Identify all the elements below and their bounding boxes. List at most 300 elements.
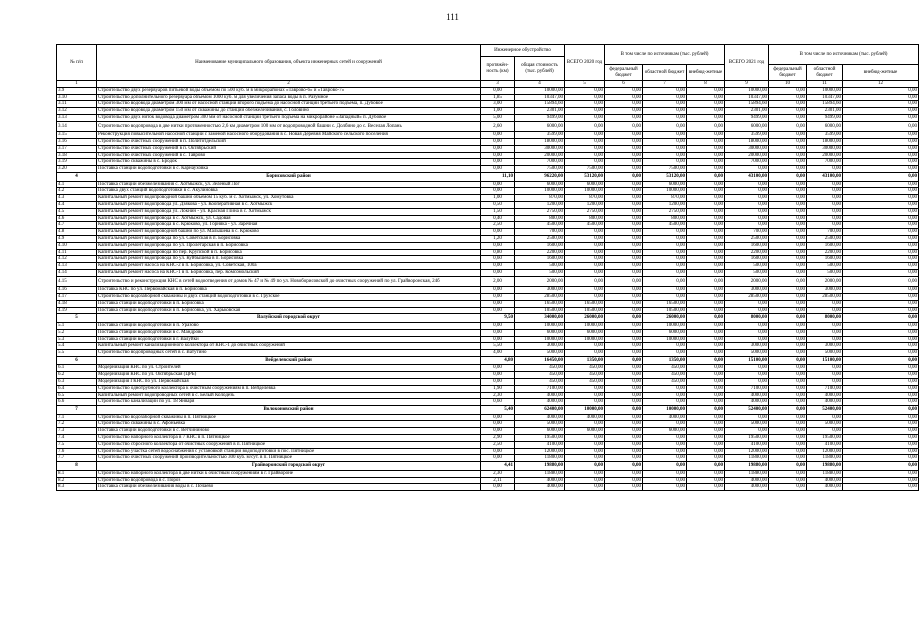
value-cell: 0,00 <box>643 343 687 350</box>
value-cell: 0,00 <box>565 343 605 350</box>
value-cell: 4000,00 <box>807 392 843 399</box>
object-name: Строительство водовода диаметром 300 мм от насосной станции второго подъема до насосной станции третьего подъема, п. Дубовое <box>97 101 481 108</box>
header-total-cost: общая стоимость (тыс. рублей) <box>515 57 565 81</box>
value-cell: 0,00 <box>605 166 643 173</box>
value-cell: 0,00 <box>769 392 807 399</box>
value-cell: 0,00 <box>769 195 807 202</box>
value-cell: 1600,00 <box>807 256 843 263</box>
value-cell: 0,00 <box>769 477 807 484</box>
header-total-2020: ВСЕГО 2020 год <box>565 45 605 81</box>
value-cell: 0,00 <box>843 343 919 350</box>
value-cell: 0,00 <box>481 300 515 307</box>
table-row <box>57 336 919 343</box>
value-cell: 0,00 <box>605 249 643 256</box>
value-cell: 7500,00 <box>515 166 565 173</box>
value-cell: 12000,00 <box>807 448 843 455</box>
value-cell: 0,00 <box>643 455 687 462</box>
value-cell: 0,00 <box>769 372 807 379</box>
value-cell: 4000,00 <box>515 392 565 399</box>
value-cell: 0,00 <box>843 484 919 491</box>
value-cell: 16500,00 <box>515 300 565 307</box>
row-number: 4.17 <box>57 294 97 301</box>
table-row <box>57 114 919 121</box>
value-cell: 0,00 <box>565 392 605 399</box>
object-name: Капитальный ремонт канализационного коллектора от КНС-1 до очистных сооружений <box>97 343 481 350</box>
value-cell: 0,00 <box>807 329 843 336</box>
value-cell: 4100,00 <box>807 441 843 448</box>
value-cell: 6000,00 <box>565 181 605 188</box>
value-cell: 3599,00 <box>807 132 843 139</box>
value-cell: 0,00 <box>605 378 643 385</box>
value-cell: 3000,00 <box>515 343 565 350</box>
row-number: 7.2 <box>57 421 97 428</box>
value-cell: 34000,00 <box>515 314 565 323</box>
object-name: Поставка станции обезжелезивания с. Хотмыжск, ул. Зеленый Лог <box>97 181 481 188</box>
value-cell: 0,00 <box>687 159 725 166</box>
table-row <box>57 242 919 249</box>
value-cell: 0,00 <box>565 108 605 115</box>
row-number: 4 <box>57 173 97 182</box>
value-cell: 16500,00 <box>643 300 687 307</box>
row-number: 3.14 <box>57 121 97 132</box>
object-name: Капитальный ремонт водопровода по ул. Советская в п. Борисовка <box>97 235 481 242</box>
object-name: Строительство однотрубного коллектора к очистным сооружениям в п. Вейделевка <box>97 385 481 392</box>
value-cell: 0,00 <box>843 462 919 471</box>
value-cell: 8000,00 <box>725 314 769 323</box>
row-number: 4.12 <box>57 256 97 263</box>
value-cell: 2000,00 <box>725 276 769 287</box>
object-name: Строительство скважины в с. Афоньевка <box>97 421 481 428</box>
table-row <box>57 215 919 222</box>
value-cell: 10000,00 <box>515 336 565 343</box>
value-cell: 0,00 <box>565 263 605 270</box>
value-cell: 7000,00 <box>807 159 843 166</box>
value-cell: 0,00 <box>725 222 769 229</box>
value-cell: 0,00 <box>687 269 725 276</box>
value-cell: 0,00 <box>769 484 807 491</box>
value-cell: 0,00 <box>687 294 725 301</box>
value-cell: 10347,00 <box>807 94 843 101</box>
value-cell: 4000,00 <box>515 484 565 491</box>
row-number: 5.4 <box>57 343 97 350</box>
value-cell: 0,00 <box>605 242 643 249</box>
object-name: Строительство водопроводных сетей в с. Ватутино <box>97 350 481 357</box>
value-cell: 0,00 <box>725 188 769 195</box>
row-number: 3.12 <box>57 108 97 115</box>
value-cell: 2200,00 <box>807 249 843 256</box>
value-cell: 0,00 <box>843 108 919 115</box>
header-no: № п/п <box>57 45 97 81</box>
object-name: Капитальный ремонт насоса на КНС-1 в п. Борисовка, пер. Комсомольский <box>97 269 481 276</box>
value-cell: 0,00 <box>605 399 643 406</box>
object-name: Валуйский городской округ <box>97 314 481 323</box>
value-cell: 0,00 <box>687 242 725 249</box>
value-cell: 0,00 <box>643 392 687 399</box>
value-cell: 0,00 <box>605 256 643 263</box>
object-name: Капитальный ремонт водопровода по ул. Куйбышева в п. Борисовка <box>97 256 481 263</box>
value-cell: 0,00 <box>605 435 643 442</box>
value-cell: 0,00 <box>843 428 919 435</box>
table-row <box>57 307 919 314</box>
value-cell: 4100,00 <box>515 441 565 448</box>
value-cell: 0,00 <box>643 421 687 428</box>
value-cell: 0,00 <box>769 350 807 357</box>
value-cell: 19500,00 <box>725 435 769 442</box>
value-cell: 0,00 <box>565 152 605 159</box>
value-cell: 43100,00 <box>807 173 843 182</box>
value-cell: 0,00 <box>769 222 807 229</box>
value-cell: 0,00 <box>769 414 807 421</box>
value-cell: 500,00 <box>807 263 843 270</box>
row-number: 6 <box>57 356 97 365</box>
row-number: 3.13 <box>57 114 97 121</box>
value-cell: 0,00 <box>565 87 605 94</box>
value-cell: 500,00 <box>725 269 769 276</box>
value-cell: 0,00 <box>481 269 515 276</box>
table-row <box>57 208 919 215</box>
row-number: 4.9 <box>57 235 97 242</box>
value-cell: 0,00 <box>643 287 687 294</box>
value-cell: 0,00 <box>769 421 807 428</box>
value-cell: 0,00 <box>481 139 515 146</box>
value-cell: 20000,00 <box>807 152 843 159</box>
header-extrabudget-2020: внебюд-жетные <box>687 65 725 81</box>
object-name: Реконструкция повысительной насосной станции с заменой насосного оборудования в с. Новая Деревня Майского сельского поселения <box>97 132 481 139</box>
value-cell: 0,00 <box>807 300 843 307</box>
value-cell: 10000,00 <box>643 188 687 195</box>
object-name: Строительство напорного коллектора в две нитки к очистным сооружениям в г. Грайвороне <box>97 470 481 477</box>
value-cell: 0,00 <box>643 249 687 256</box>
value-cell: 0,00 <box>605 173 643 182</box>
value-cell: 2500,00 <box>807 235 843 242</box>
value-cell: 6000,00 <box>515 121 565 132</box>
value-cell: 0,00 <box>807 181 843 188</box>
value-cell: 30000,00 <box>807 145 843 152</box>
value-cell: 0,00 <box>605 421 643 428</box>
value-cell: 10000,00 <box>515 188 565 195</box>
value-cell: 10000,00 <box>643 406 687 415</box>
value-cell: 0,00 <box>687 300 725 307</box>
value-cell: 0,00 <box>687 249 725 256</box>
table-row <box>57 121 919 132</box>
value-cell: 15100,00 <box>807 356 843 365</box>
value-cell: 0,00 <box>843 235 919 242</box>
value-cell: 0,00 <box>687 229 725 236</box>
value-cell: 0,00 <box>481 378 515 385</box>
value-cell: 0,00 <box>807 365 843 372</box>
value-cell: 10000,00 <box>725 87 769 94</box>
header-sources-2021: В том числе по источникам (тыс. рублей) <box>769 45 919 65</box>
object-name: Поставка станции водоподготовки в п. Борисовка <box>97 300 481 307</box>
value-cell: 0,00 <box>605 484 643 491</box>
value-cell: 7100,00 <box>725 385 769 392</box>
value-cell: 0,00 <box>843 159 919 166</box>
table-row <box>57 269 919 276</box>
value-cell: 2,30 <box>481 392 515 399</box>
object-name: Волоконовский район <box>97 406 481 415</box>
column-number: 6 <box>605 81 643 88</box>
value-cell: 0,00 <box>481 188 515 195</box>
object-name: Поставка станции водоподготовки в г. Валуйки <box>97 336 481 343</box>
value-cell: 0,00 <box>769 287 807 294</box>
row-number: 3.18 <box>57 152 97 159</box>
value-cell: 0,00 <box>769 269 807 276</box>
value-cell: 3,00 <box>481 101 515 108</box>
value-cell: 0,00 <box>481 372 515 379</box>
value-cell: 0,00 <box>643 152 687 159</box>
value-cell: 0,00 <box>605 139 643 146</box>
value-cell: 0,00 <box>605 101 643 108</box>
value-cell: 5000,00 <box>807 421 843 428</box>
value-cell: 1600,00 <box>725 256 769 263</box>
value-cell: 0,00 <box>725 322 769 329</box>
value-cell: 0,00 <box>843 307 919 314</box>
value-cell: 1600,00 <box>725 242 769 249</box>
value-cell: 0,00 <box>481 428 515 435</box>
value-cell: 0,00 <box>687 356 725 365</box>
row-number: 3.15 <box>57 132 97 139</box>
value-cell: 0,00 <box>843 470 919 477</box>
value-cell: 0,00 <box>687 276 725 287</box>
value-cell: 0,00 <box>605 287 643 294</box>
value-cell: 0,00 <box>687 462 725 471</box>
value-cell: 6000,00 <box>725 121 769 132</box>
value-cell: 4,41 <box>481 462 515 471</box>
value-cell: 0,00 <box>605 343 643 350</box>
value-cell: 0,00 <box>643 276 687 287</box>
value-cell: 4000,00 <box>565 414 605 421</box>
value-cell: 62400,00 <box>515 406 565 415</box>
value-cell: 0,00 <box>481 322 515 329</box>
value-cell: 0,00 <box>843 441 919 448</box>
value-cell: 0,00 <box>807 336 843 343</box>
value-cell: 26000,00 <box>565 314 605 323</box>
value-cell: 0,00 <box>565 455 605 462</box>
value-cell: 26000,00 <box>643 314 687 323</box>
value-cell: 0,00 <box>769 263 807 270</box>
value-cell: 0,00 <box>725 365 769 372</box>
table-row <box>57 188 919 195</box>
value-cell: 4000,00 <box>515 399 565 406</box>
value-cell: 0,00 <box>605 322 643 329</box>
table-row <box>57 372 919 379</box>
table-row <box>57 181 919 188</box>
column-number: 2 <box>97 81 481 88</box>
value-cell: 0,00 <box>605 159 643 166</box>
header-name: Наименование муниципального образования, объекта инженерных сетей и сооружений <box>97 45 481 81</box>
value-cell: 1350,00 <box>643 356 687 365</box>
value-cell: 0,00 <box>687 399 725 406</box>
value-cell: 0,00 <box>769 329 807 336</box>
value-cell: 53120,00 <box>643 173 687 182</box>
value-cell: 3000,00 <box>807 343 843 350</box>
value-cell: 15894,60 <box>515 101 565 108</box>
table-row <box>57 484 919 491</box>
value-cell: 10000,00 <box>565 188 605 195</box>
column-number: 10 <box>769 81 807 88</box>
value-cell: 0,00 <box>769 276 807 287</box>
table-row <box>57 276 919 287</box>
value-cell: 0,00 <box>687 287 725 294</box>
value-cell: 0,00 <box>843 378 919 385</box>
value-cell: 0,00 <box>481 455 515 462</box>
value-cell: 0,00 <box>807 372 843 379</box>
object-name: Строительство двух ниток водовода диаметром 300 мм от насосной станции третьего подъема на микрорайоне «Западный» п. Дубовое <box>97 114 481 121</box>
value-cell: 19500,00 <box>807 435 843 442</box>
value-cell: 0,00 <box>769 145 807 152</box>
value-cell: 15894,60 <box>807 101 843 108</box>
value-cell: 4000,00 <box>807 484 843 491</box>
value-cell: 0,00 <box>769 336 807 343</box>
value-cell: 0,00 <box>687 256 725 263</box>
value-cell: 0,00 <box>687 372 725 379</box>
value-cell: 0,00 <box>481 484 515 491</box>
value-cell: 0,00 <box>807 414 843 421</box>
row-number: 7.5 <box>57 441 97 448</box>
value-cell: 10500,00 <box>515 307 565 314</box>
value-cell: 0,00 <box>687 484 725 491</box>
column-number-row <box>57 81 919 88</box>
value-cell: 3000,00 <box>807 287 843 294</box>
row-number: 3.20 <box>57 166 97 173</box>
column-number: 8 <box>687 81 725 88</box>
value-cell: 4000,00 <box>643 414 687 421</box>
row-number: 5.1 <box>57 322 97 329</box>
table-row <box>57 139 919 146</box>
object-name: Капитальный ремонт водопровода в с. Крюково, ул. Горняка - ул. Заречная <box>97 222 481 229</box>
object-name: Строительство водозаборной скважины в п. Пятницкое <box>97 414 481 421</box>
value-cell: 7500,00 <box>565 166 605 173</box>
value-cell: 52400,00 <box>807 406 843 415</box>
value-cell: 0,00 <box>481 181 515 188</box>
value-cell: 0,00 <box>605 455 643 462</box>
value-cell: 28500,00 <box>807 294 843 301</box>
value-cell: 16450,00 <box>515 356 565 365</box>
value-cell: 0,00 <box>843 455 919 462</box>
value-cell: 6000,00 <box>515 329 565 336</box>
column-number: 5 <box>565 81 605 88</box>
column-number: 11 <box>807 81 843 88</box>
object-name: Строительство участка сетей водоснабжения с установкой станции водоподготовки в пос. Пятницкое <box>97 448 481 455</box>
value-cell: 0,00 <box>843 195 919 202</box>
value-cell: 2,50 <box>481 222 515 229</box>
value-cell: 1600,00 <box>515 242 565 249</box>
value-cell: 0,00 <box>843 269 919 276</box>
value-cell: 0,60 <box>481 242 515 249</box>
value-cell: 5000,00 <box>807 350 843 357</box>
table-row <box>57 322 919 329</box>
header-regional-2020: областной бюджет <box>643 65 687 81</box>
value-cell: 0,00 <box>565 287 605 294</box>
value-cell: 10347,00 <box>725 94 769 101</box>
value-cell: 0,00 <box>565 484 605 491</box>
table-row <box>57 343 919 350</box>
value-cell: 2500,00 <box>725 235 769 242</box>
value-cell: 0,00 <box>843 181 919 188</box>
value-cell: 0,00 <box>643 235 687 242</box>
row-number: 5.2 <box>57 329 97 336</box>
value-cell: 0,00 <box>687 94 725 101</box>
table-row <box>57 421 919 428</box>
value-cell: 0,00 <box>807 322 843 329</box>
value-cell: 0,00 <box>843 263 919 270</box>
value-cell: 0,00 <box>769 188 807 195</box>
value-cell: 0,00 <box>687 87 725 94</box>
table-row <box>57 435 919 442</box>
value-cell: 0,00 <box>481 229 515 236</box>
value-cell: 0,00 <box>843 365 919 372</box>
object-name: Капитальный ремонт водопровода по ул. Пролетарская в п. Борисовка <box>97 242 481 249</box>
value-cell: 0,00 <box>807 195 843 202</box>
value-cell: 0,00 <box>687 435 725 442</box>
value-cell: 0,00 <box>605 307 643 314</box>
value-cell: 0,00 <box>843 166 919 173</box>
value-cell: 5000,00 <box>725 350 769 357</box>
value-cell: 0,00 <box>643 229 687 236</box>
object-name: Строительство канализации по ул. 18 Января <box>97 399 481 406</box>
row-number: 6.5 <box>57 392 97 399</box>
value-cell: 19500,00 <box>515 435 565 442</box>
value-cell: 0,00 <box>605 215 643 222</box>
value-cell: 0,00 <box>843 314 919 323</box>
value-cell: 0,00 <box>605 300 643 307</box>
value-cell: 0,00 <box>565 421 605 428</box>
value-cell: 6000,00 <box>565 428 605 435</box>
row-number: 7.1 <box>57 414 97 421</box>
value-cell: 10000,00 <box>643 336 687 343</box>
row-number: 6.3 <box>57 378 97 385</box>
value-cell: 0,00 <box>643 477 687 484</box>
value-cell: 0,00 <box>687 181 725 188</box>
value-cell: 0,00 <box>605 188 643 195</box>
value-cell: 0,00 <box>481 329 515 336</box>
value-cell: 0,00 <box>643 108 687 115</box>
value-cell: 3599,00 <box>725 132 769 139</box>
value-cell: 0,00 <box>643 385 687 392</box>
value-cell: 0,00 <box>687 477 725 484</box>
value-cell: 0,00 <box>769 470 807 477</box>
value-cell: 0,00 <box>565 229 605 236</box>
value-cell: 0,00 <box>605 329 643 336</box>
value-cell: 0,00 <box>843 173 919 182</box>
value-cell: 0,00 <box>643 101 687 108</box>
value-cell: 0,00 <box>643 441 687 448</box>
value-cell: 0,00 <box>807 428 843 435</box>
value-cell: 0,00 <box>769 132 807 139</box>
header-extrabudget-2021: внебюд-жетные <box>843 65 919 81</box>
value-cell: 0,00 <box>605 406 643 415</box>
value-cell: 1,00 <box>481 108 515 115</box>
value-cell: 0,00 <box>807 215 843 222</box>
table-row <box>57 414 919 421</box>
object-name: Строительство очистных сооружений в п. Октябрьский <box>97 145 481 152</box>
object-name: Строительство напорного коллектора в 7 КНС в п. Пятницкое <box>97 435 481 442</box>
value-cell: 11880,00 <box>515 470 565 477</box>
value-cell: 0,00 <box>725 414 769 421</box>
value-cell: 0,00 <box>565 132 605 139</box>
value-cell: 0,00 <box>843 356 919 365</box>
value-cell: 450,00 <box>515 378 565 385</box>
value-cell: 0,00 <box>687 414 725 421</box>
row-number: 7.3 <box>57 428 97 435</box>
investment-table <box>56 44 919 491</box>
value-cell: 2,30 <box>481 470 515 477</box>
value-cell: 2750,00 <box>565 208 605 215</box>
value-cell: 0,00 <box>843 372 919 379</box>
value-cell: 1,00 <box>481 195 515 202</box>
table-row <box>57 365 919 372</box>
value-cell: 0,00 <box>605 414 643 421</box>
